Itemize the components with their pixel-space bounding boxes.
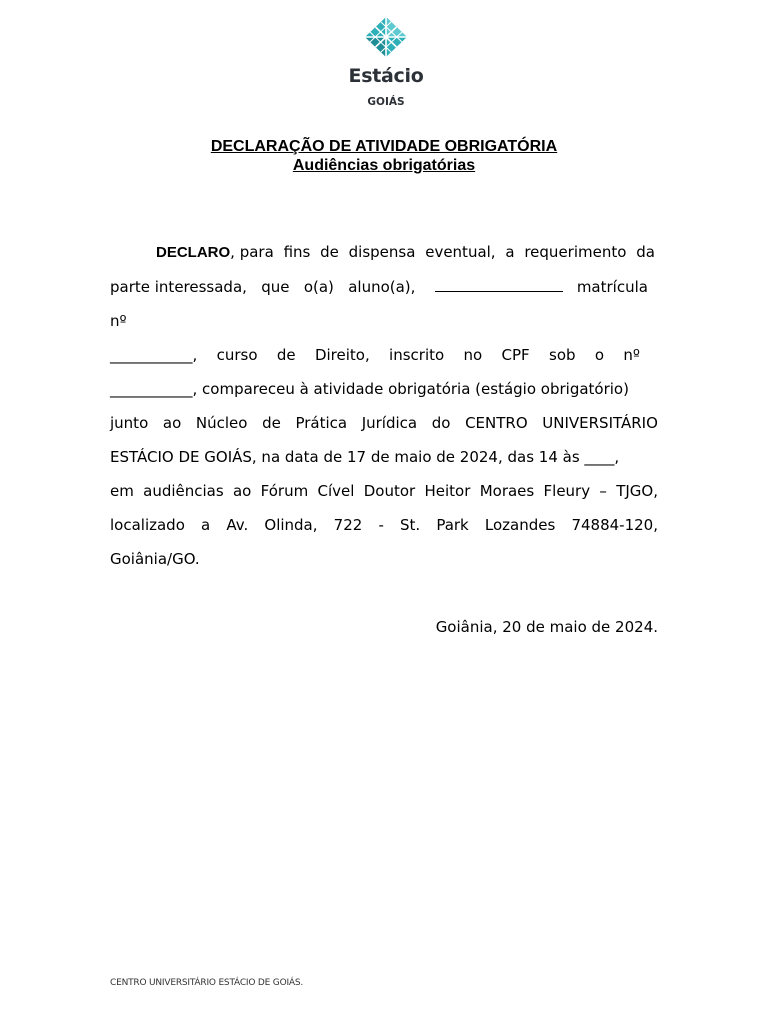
word: 74884-120, [571, 516, 658, 534]
word: localizado [110, 516, 185, 534]
word: Moraes [479, 482, 535, 500]
word: fins [283, 243, 311, 261]
word: da [636, 243, 655, 261]
word: Av. [226, 516, 249, 534]
body-line-7: ESTÁCIO DE GOIÁS, na data de 17 de maio de 2024, das 14 às ____, [110, 448, 620, 466]
word: no [463, 346, 483, 364]
body-line-6 [110, 412, 658, 434]
word: Fleury [543, 482, 591, 500]
word: UNIVERSITÁRIO [542, 414, 658, 432]
word: - [378, 516, 384, 534]
word: de [320, 243, 339, 261]
word: TJGO, [616, 482, 658, 500]
word: Olinda, [264, 516, 318, 534]
body-line-2 [110, 276, 648, 298]
word: nº [623, 346, 640, 364]
body-line-4 [110, 344, 640, 366]
word: de [276, 346, 296, 364]
document-title: DECLARAÇÃO DE ATIVIDADE OBRIGATÓRIA [210, 138, 558, 155]
word: o(a) [303, 278, 334, 296]
word: DECLARO, para [156, 243, 274, 261]
estacio-diamond-icon [364, 16, 408, 58]
word: Doutor [363, 482, 416, 500]
word: Núcleo [195, 414, 248, 432]
logo-name: Estácio [348, 65, 424, 87]
word: Fórum [260, 482, 309, 500]
word: – [599, 482, 607, 500]
place-date-line: Goiânia, 20 de maio de 2024. [435, 618, 658, 636]
word: ao [232, 482, 252, 500]
word: em [110, 482, 134, 500]
word: matrícula [576, 278, 648, 296]
page-footer: CENTRO UNIVERSITÁRIO ESTÁCIO DE GOIÁS. [110, 978, 304, 988]
word: junto [110, 414, 149, 432]
body-line-1 [156, 241, 655, 263]
word: a [201, 516, 211, 534]
word: que [261, 278, 290, 296]
word: inscrito [389, 346, 445, 364]
body-line-5: ___________, compareceu à atividade obrigatória (estágio obrigatório) [110, 380, 629, 398]
word: o [594, 346, 605, 364]
estacio-logo [338, 16, 434, 108]
word: requerimento [524, 243, 627, 261]
word: a [505, 243, 515, 261]
word: aluno(a), [348, 278, 416, 296]
logo-subtitle: GOIÁS [367, 96, 405, 108]
word: Heitor [424, 482, 471, 500]
cpf-prefix-blank: ___________, [110, 346, 198, 364]
word: audiências [143, 482, 224, 500]
word: de [262, 414, 281, 432]
word: dispensa [348, 243, 416, 261]
word: Direito, [314, 346, 370, 364]
student-name-blank [435, 277, 563, 292]
word: CENTRO [465, 414, 528, 432]
body-line-10: Goiânia/GO. [110, 550, 200, 568]
word: eventual, [425, 243, 496, 261]
word: Prática [295, 414, 348, 432]
document-subtitle: Audiências obrigatórias [292, 157, 476, 174]
word: 722 [333, 516, 363, 534]
word: Lozandes [484, 516, 556, 534]
word: curso [216, 346, 258, 364]
word: CPF [501, 346, 530, 364]
body-line-8 [110, 480, 658, 502]
word: ao [162, 414, 182, 432]
word: do [431, 414, 451, 432]
declaro-bold: DECLARO [156, 244, 231, 261]
word: Cível [317, 482, 355, 500]
word: sob [549, 346, 576, 364]
word: Jurídica [361, 414, 418, 432]
body-line-3: nº [110, 312, 127, 330]
word: St. [400, 516, 421, 534]
word: Park [436, 516, 469, 534]
word: parte interessada, [110, 278, 247, 296]
body-line-9 [110, 514, 658, 536]
